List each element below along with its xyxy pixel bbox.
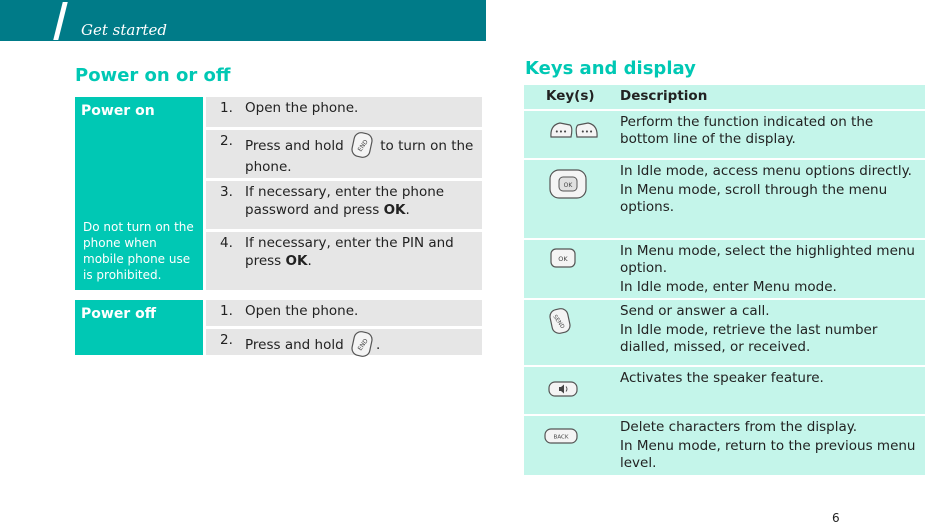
power-off-step-1: [206, 300, 482, 326]
keys-table-row-speaker-key: [524, 367, 925, 414]
description-line: In Menu mode, return to the previous menu level.: [620, 438, 916, 471]
power-section-title: Power on or off: [75, 65, 231, 86]
step-text-part: .: [375, 337, 381, 353]
step-text-part: to turn on the phone.: [245, 138, 474, 175]
step-text: [245, 331, 478, 355]
end-power-key-icon: [350, 132, 374, 158]
row-description: [620, 243, 925, 298]
keys-column-header: Key(s): [546, 88, 595, 104]
description-line: Delete characters from the display.: [620, 419, 858, 435]
step-bold-key: OK: [285, 253, 308, 269]
back-key-icon: [544, 428, 578, 444]
keys-table-row-ok-key: [524, 240, 925, 298]
step-text: [245, 183, 478, 229]
svg-text:END: END: [356, 138, 370, 154]
power-on-label: Power on: [81, 103, 155, 119]
keys-section-title: Keys and display: [525, 58, 696, 79]
power-on-step-1: [206, 97, 482, 127]
svg-text:OK: OK: [563, 182, 573, 189]
step-text-part: If necessary, enter the PIN and press: [245, 235, 454, 269]
send-key-icon: [548, 308, 572, 334]
keys-table-header: [524, 85, 925, 109]
step-text: [245, 132, 478, 178]
header-slash-decoration: [53, 2, 67, 40]
power-on-step-4: [206, 232, 482, 290]
step-number: 1.: [220, 303, 233, 319]
row-description: [620, 163, 925, 218]
description-line: Perform the function indicated on the bottom line of the display.: [620, 114, 874, 147]
keys-table-row-send-key: [524, 300, 925, 365]
description-line: In Idle mode, retrieve the last number dialled, missed, or received.: [620, 322, 878, 355]
power-off-label-cell: [75, 300, 203, 355]
header-bar: [0, 0, 486, 41]
description-line: In Menu mode, select the highlighted menu option.: [620, 243, 915, 276]
svg-text:•••: •••: [580, 128, 594, 136]
step-text: Open the phone.: [245, 303, 359, 319]
step-number: 3.: [220, 184, 233, 200]
step-text-part: Press and hold: [245, 337, 344, 353]
speaker-key-icon: [548, 381, 578, 397]
description-line: In Idle mode, enter Menu mode.: [620, 279, 837, 295]
soft-keys-icon: [548, 119, 600, 143]
step-text-part: Press and hold: [245, 138, 344, 154]
power-off-label: Power off: [81, 306, 157, 322]
page-number: 6: [832, 511, 840, 525]
step-text: Open the phone.: [245, 100, 359, 116]
power-on-label-cell: [75, 97, 203, 290]
power-on-warning-note: Do not turn on the phone when mobile phone use is prohibited.: [83, 220, 194, 282]
svg-text:END: END: [356, 337, 370, 353]
svg-text:•••: •••: [554, 128, 568, 136]
power-on-step-2: [206, 130, 482, 178]
description-line: Send or answer a call.: [620, 303, 770, 319]
ok-key-text: OK: [558, 255, 568, 263]
step-text: [245, 234, 478, 290]
step-bold-key: OK: [383, 202, 406, 218]
end-power-key-icon: [350, 331, 374, 357]
description-column-header: Description: [620, 88, 708, 104]
row-description: [620, 419, 925, 474]
row-description: [620, 370, 925, 389]
description-line: In Menu mode, scroll through the menu options.: [620, 182, 888, 215]
keys-table-row-navigation: [524, 160, 925, 238]
keys-table-row-soft-keys: [524, 111, 925, 158]
step-text-part: .: [307, 253, 312, 269]
step-text-part: If necessary, enter the phone password and press: [245, 184, 445, 218]
row-description: [620, 114, 925, 150]
ok-key-icon: [550, 248, 576, 268]
back-key-text: BACK: [553, 434, 569, 441]
svg-text:SEND: SEND: [551, 314, 566, 331]
keys-table-row-back-key: [524, 416, 925, 475]
power-on-step-3: [206, 181, 482, 229]
step-number: 2.: [220, 332, 233, 348]
step-number: 1.: [220, 100, 233, 116]
step-number: 2.: [220, 133, 233, 149]
step-text-part: .: [405, 202, 410, 218]
description-line: In Idle mode, access menu options directly.: [620, 163, 912, 179]
header-title: Get started: [81, 21, 168, 39]
step-number: 4.: [220, 235, 233, 251]
description-line: Activates the speaker feature.: [620, 370, 824, 386]
row-description: [620, 303, 925, 358]
navigation-keys-icon: [548, 168, 588, 200]
power-off-step-2: [206, 329, 482, 355]
